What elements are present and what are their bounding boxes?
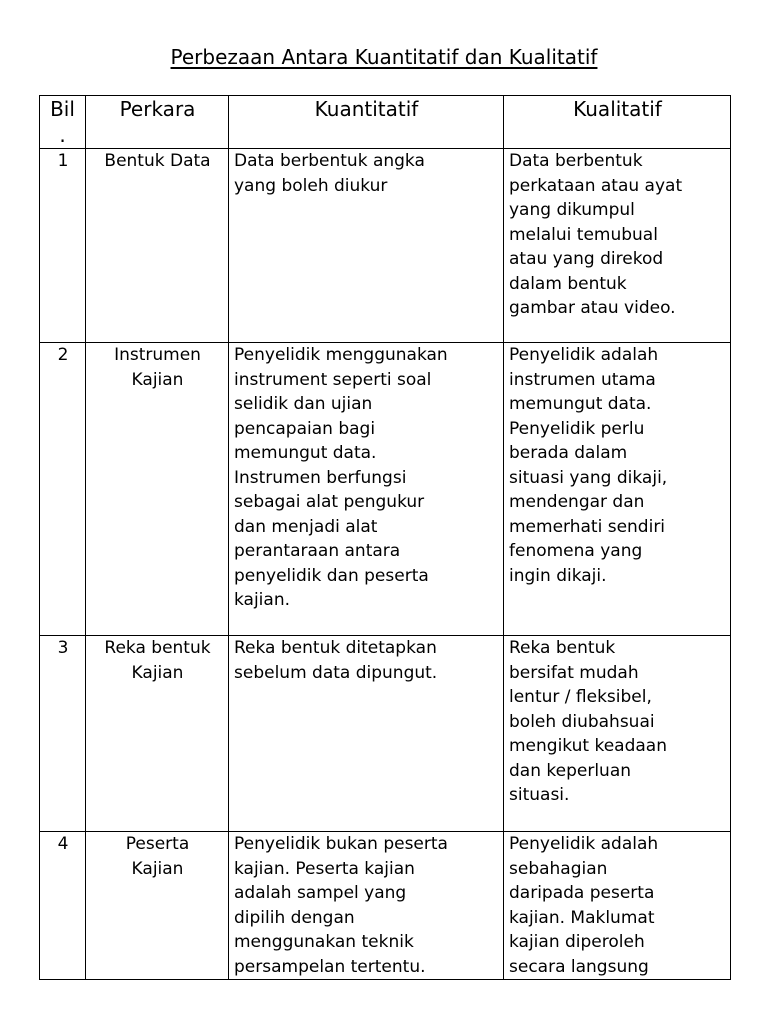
cell-perkara: Instrumen Kajian xyxy=(86,343,229,636)
cell-kuantitatif: Penyelidik bukan peserta kajian. Peserta kajian adalah sampel yang dipilih dengan menggunakan teknik persampelan tertentu. xyxy=(229,832,504,980)
cell-kuantitatif: Penyelidik menggunakan instrument seperti soal selidik dan ujian pencapaian bagi memungut data. Instrumen berfungsi sebagai alat pengukur dan menjadi alat perantaraan antara penyelidik dan peserta kajian. xyxy=(229,343,504,636)
cell-perkara: Peserta Kajian xyxy=(86,832,229,980)
comparison-table xyxy=(39,95,731,980)
cell-bil: 1 xyxy=(40,149,86,343)
header-kualitatif: Kualitatif xyxy=(504,96,731,149)
table-row xyxy=(40,832,731,980)
cell-perkara: Reka bentuk Kajian xyxy=(86,636,229,832)
table-row xyxy=(40,636,731,832)
document-title: Perbezaan Antara Kuantitatif dan Kualitatif xyxy=(170,45,598,69)
header-bil: Bil . xyxy=(40,96,86,149)
cell-bil: 3 xyxy=(40,636,86,832)
cell-kualitatif: Reka bentuk bersifat mudah lentur / fleksibel, boleh diubahsuai mengikut keadaan dan keperluan situasi. xyxy=(504,636,731,832)
cell-bil: 4 xyxy=(40,832,86,980)
cell-kualitatif: Penyelidik adalah sebahagian daripada peserta kajian. Maklumat kajian diperoleh secara langsung xyxy=(504,832,731,980)
cell-kuantitatif: Reka bentuk ditetapkan sebelum data dipungut. xyxy=(229,636,504,832)
table-row xyxy=(40,343,731,636)
table-row xyxy=(40,149,731,343)
header-perkara: Perkara xyxy=(86,96,229,149)
cell-kualitatif: Penyelidik adalah instrumen utama memungut data. Penyelidik perlu berada dalam situasi yang dikaji, mendengar dan memerhati sendiri fenomena yang ingin dikaji. xyxy=(504,343,731,636)
table-header-row xyxy=(40,96,731,149)
cell-kualitatif: Data berbentuk perkataan atau ayat yang dikumpul melalui temubual atau yang direkod dalam bentuk gambar atau video. xyxy=(504,149,731,343)
header-kuantitatif: Kuantitatif xyxy=(229,96,504,149)
cell-perkara: Bentuk Data xyxy=(86,149,229,343)
cell-kuantitatif: Data berbentuk angka yang boleh diukur xyxy=(229,149,504,343)
cell-bil: 2 xyxy=(40,343,86,636)
